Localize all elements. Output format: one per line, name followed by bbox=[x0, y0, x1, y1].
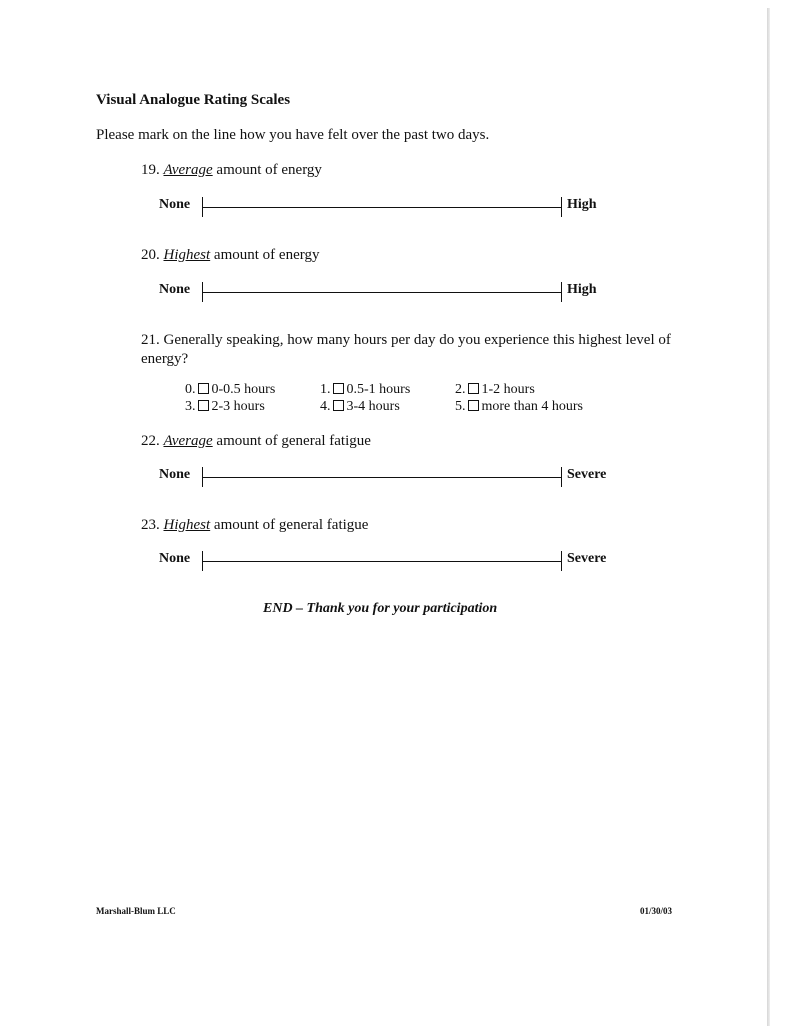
scale-20 bbox=[150, 280, 610, 310]
scale-left-label: None bbox=[159, 467, 191, 482]
scale-right-tick bbox=[561, 551, 562, 571]
option-2[interactable]: 2. 1-2 hours bbox=[455, 382, 535, 397]
question-emphasis: Highest bbox=[163, 247, 211, 263]
question-21-text: 21. Generally speaking, how many hours per day do you experience this highest level of energy? bbox=[141, 332, 671, 367]
question-number: 23. bbox=[141, 517, 160, 533]
question-text: amount of general fatigue bbox=[216, 433, 371, 449]
scale-23 bbox=[150, 549, 610, 579]
scale-line[interactable] bbox=[203, 561, 561, 562]
question-text: amount of energy bbox=[216, 162, 322, 178]
question-23 bbox=[141, 517, 368, 534]
scale-right-tick bbox=[561, 467, 562, 487]
option-1[interactable]: 1. 0.5-1 hours bbox=[320, 382, 411, 397]
scale-right-tick bbox=[561, 282, 562, 302]
option-4[interactable]: 4. 3-4 hours bbox=[320, 399, 400, 414]
footer-date: 01/30/03 bbox=[640, 906, 673, 916]
option-0[interactable]: 0. 0-0.5 hours bbox=[185, 382, 276, 397]
page-edge-divider bbox=[767, 8, 770, 1026]
question-number: 20. bbox=[141, 247, 160, 263]
scale-left-label: None bbox=[159, 551, 191, 566]
scale-left-label: None bbox=[159, 282, 191, 297]
question-20 bbox=[141, 247, 319, 264]
scale-line[interactable] bbox=[203, 292, 561, 293]
question-emphasis: Average bbox=[163, 433, 213, 449]
scale-right-label: High bbox=[567, 197, 597, 212]
scale-22 bbox=[150, 465, 610, 495]
checkbox[interactable] bbox=[468, 400, 479, 411]
scale-19 bbox=[150, 195, 610, 225]
checkbox[interactable] bbox=[468, 383, 479, 394]
form-title: Visual Analogue Rating Scales bbox=[96, 92, 291, 108]
question-19 bbox=[141, 162, 322, 179]
footer-company: Marshall-Blum LLC bbox=[96, 906, 176, 916]
question-emphasis: Highest bbox=[163, 517, 211, 533]
scale-right-label: High bbox=[567, 282, 597, 297]
question-emphasis: Average bbox=[163, 162, 213, 178]
question-text: amount of general fatigue bbox=[213, 517, 369, 533]
question-text: amount of energy bbox=[213, 247, 320, 263]
scale-line[interactable] bbox=[203, 207, 561, 208]
scale-right-label: Severe bbox=[567, 467, 607, 482]
checkbox[interactable] bbox=[333, 383, 344, 394]
end-message: END – Thank you for your participation bbox=[263, 601, 498, 616]
scale-right-tick bbox=[561, 197, 562, 217]
option-5[interactable]: 5. more than 4 hours bbox=[455, 399, 583, 414]
option-3[interactable]: 3. 2-3 hours bbox=[185, 399, 265, 414]
checkbox[interactable] bbox=[333, 400, 344, 411]
instructions: Please mark on the line how you have felt over the past two days. bbox=[96, 127, 490, 143]
question-22 bbox=[141, 433, 371, 450]
question-number: 19. bbox=[141, 162, 160, 178]
checkbox[interactable] bbox=[198, 383, 209, 394]
scale-line[interactable] bbox=[203, 477, 561, 478]
checkbox[interactable] bbox=[198, 400, 209, 411]
question-number: 22. bbox=[141, 433, 160, 449]
scale-left-label: None bbox=[159, 197, 191, 212]
scale-right-label: Severe bbox=[567, 551, 607, 566]
